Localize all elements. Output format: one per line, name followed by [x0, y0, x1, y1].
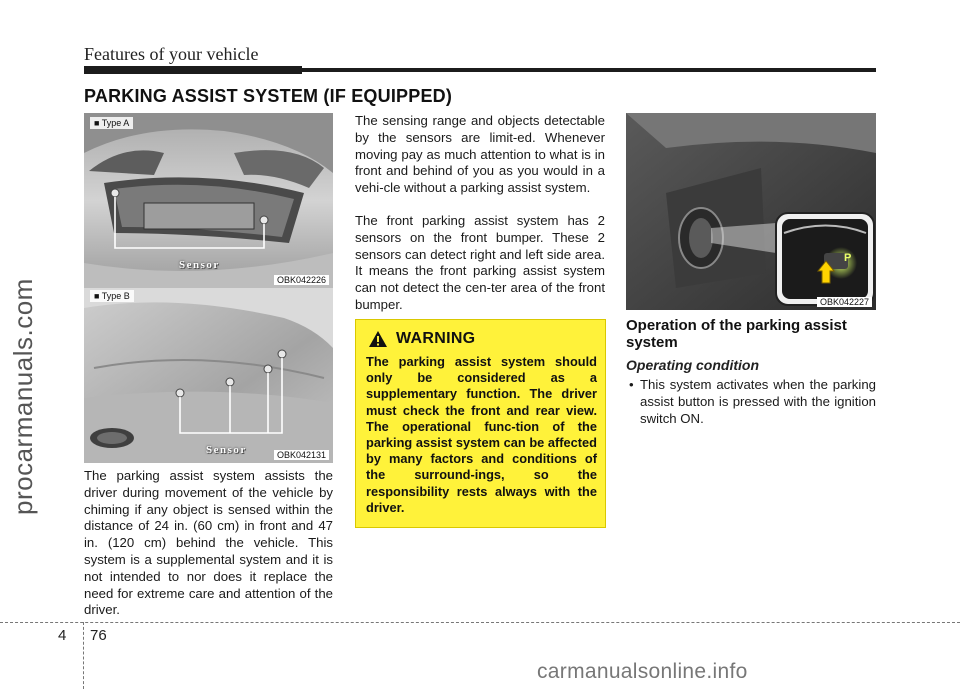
- figure-rear-bumper: [84, 288, 333, 463]
- operating-condition-list: [626, 377, 876, 427]
- paragraph-intro: The parking assist system assists the driver during movement of the vehicle by chiming if any object is sensed within the distance of 24 in. (60 cm) in front and 47 in. (120 cm) behind the vehicle. This system is a supplemental system and it is not intended to nor does it replace the need for extreme care and attention of the driver.: [84, 468, 333, 618]
- figure-parking-button: [626, 113, 876, 310]
- warning-title: WARNING: [396, 330, 476, 347]
- footer-rule: [0, 622, 960, 623]
- page-chapter: 4: [58, 627, 67, 644]
- sensor-label: Sensor: [206, 444, 247, 456]
- figure-front-bumper: [84, 113, 333, 288]
- figure-code: OBK042226: [274, 275, 329, 285]
- operating-condition-heading: Operating condition: [626, 357, 759, 373]
- figure-type-label: ■ Type B: [90, 290, 134, 302]
- footer-divider: [83, 622, 84, 689]
- warning-triangle-icon: [368, 330, 388, 348]
- sensor-label: Sensor: [179, 259, 220, 271]
- warning-header: [368, 330, 597, 348]
- warning-text: The parking assist system should only be considered as a supplementary function. The driver must check the front and rear view. The operational func-tion of the parking assist system can be affected by many factors and conditions of the surround-ings, so the responsibility rests always with the driver.: [366, 354, 597, 515]
- section-title: PARKING ASSIST SYSTEM (IF EQUIPPED): [84, 86, 453, 106]
- parking-button-label: P: [844, 252, 852, 264]
- header-title: Features of your vehicle: [84, 44, 259, 64]
- footer-watermark: carmanualsonline.info: [537, 660, 748, 683]
- figure-code: OBK042227: [817, 297, 872, 307]
- side-watermark: procarmanuals.com: [8, 278, 38, 515]
- page-number: 76: [90, 627, 107, 644]
- paragraph-sensing: The sensing range and objects detectable by the sensors are limit-ed. Whenever moving pay as much attention to what is in front and behind of you as you would in a vehi-cle without a parking assist system.: [355, 113, 605, 196]
- figure-type-label: ■ Type A: [90, 117, 133, 129]
- rear-bumper-illustration: [84, 288, 333, 463]
- list-item: • This system activates when the parking assist button is pressed with the ignition switch ON.: [626, 377, 876, 427]
- paragraph-front-system: The front parking assist system has 2 sensors on the front bumper. These 2 sensors can detect right and left side area. It means the front parking assist system can not detect the cen-ter area of the front bumper.: [355, 213, 605, 312]
- parking-button-illustration: [626, 113, 876, 310]
- warning-box: [355, 319, 606, 528]
- figure-code: OBK042131: [274, 450, 329, 460]
- operation-heading: Operation of the parking assist system: [626, 317, 847, 351]
- header-rule-accent: [84, 66, 302, 74]
